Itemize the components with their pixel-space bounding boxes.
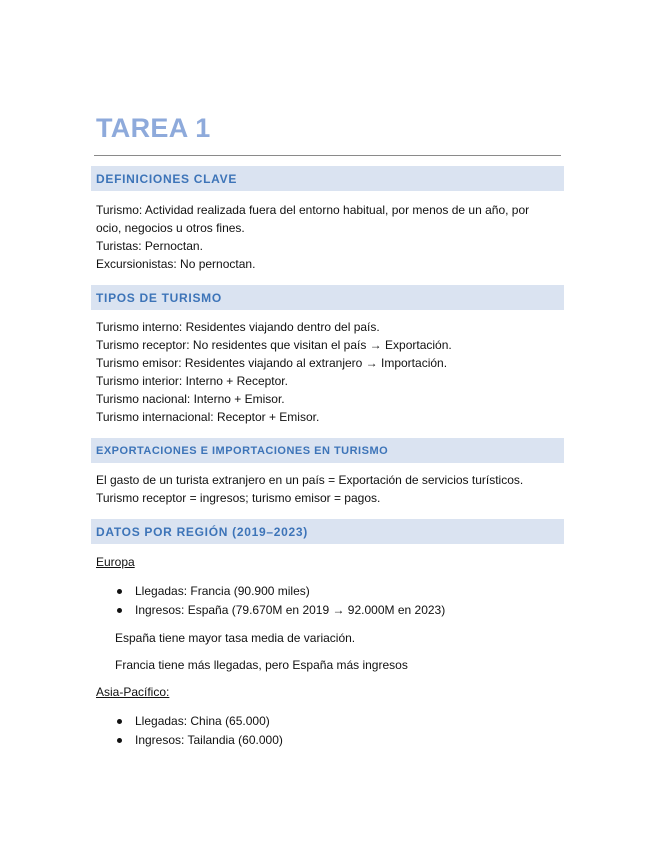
- list-item-text: Ingresos: Tailandia (60.000): [135, 733, 283, 747]
- bullet-icon: [117, 589, 122, 594]
- list-item-text: Ingresos: España (79.670M en 2019 → 92.000M en 2023): [135, 603, 446, 617]
- list-item-text: Llegadas: China (65.000): [135, 714, 270, 728]
- definition-turistas: Turistas: Pernoctan.: [96, 239, 203, 253]
- europa-note: España tiene mayor tasa media de variación.: [115, 631, 356, 645]
- page-title: TAREA 1: [96, 113, 211, 143]
- tipo-item: Turismo nacional: Interno + Emisor.: [96, 392, 285, 406]
- section-heading-definiciones: [91, 166, 564, 191]
- section-heading-label: DEFINICIONES CLAVE: [96, 172, 238, 186]
- list-item: [96, 731, 283, 750]
- list-item: [96, 712, 283, 731]
- region-label-asia: Asia-Pacífico:: [96, 685, 170, 699]
- list-item-text: Llegadas: Francia (90.900 miles): [135, 584, 310, 598]
- tipo-item: Turismo internacional: Receptor + Emisor.: [96, 410, 320, 424]
- list-item: [96, 582, 445, 601]
- section-heading-label: DATOS POR REGIÓN (2019–2023): [96, 525, 308, 539]
- europa-bullet-list: [96, 582, 445, 620]
- section-heading-datos: [91, 519, 564, 544]
- bullet-icon: [117, 608, 122, 613]
- definition-turismo: Turismo: Actividad realizada fuera del entorno habitual, por menos de un año, por ocio, negocios u otros fines.: [96, 203, 530, 235]
- definition-excursionistas: Excursionistas: No pernoctan.: [96, 257, 256, 271]
- section-heading-tipos: [91, 285, 564, 310]
- tipo-item: Turismo interior: Interno + Receptor.: [96, 374, 288, 388]
- bullet-icon: [117, 719, 122, 724]
- title-divider: [94, 155, 561, 156]
- asia-bullet-list: [96, 712, 283, 750]
- exportaciones-line: El gasto de un turista extranjero en un país = Exportación de servicios turísticos.: [96, 473, 524, 487]
- section-heading-label: EXPORTACIONES E IMPORTACIONES EN TURISMO: [96, 445, 389, 457]
- section-heading-label: TIPOS DE TURISMO: [96, 291, 222, 305]
- list-item: [96, 601, 445, 620]
- section-heading-exportaciones: [91, 438, 564, 463]
- bullet-icon: [117, 738, 122, 743]
- exportaciones-line: Turismo receptor = ingresos; turismo emisor = pagos.: [96, 491, 381, 505]
- region-label-europa: Europa: [96, 555, 135, 569]
- tipo-item: Turismo receptor: No residentes que visitan el país → Exportación.: [96, 338, 452, 352]
- tipo-item: Turismo interno: Residentes viajando dentro del país.: [96, 320, 380, 334]
- europa-note: Francia tiene más llegadas, pero España más ingresos: [115, 658, 408, 672]
- tipo-item: Turismo emisor: Residentes viajando al extranjero → Importación.: [96, 356, 448, 370]
